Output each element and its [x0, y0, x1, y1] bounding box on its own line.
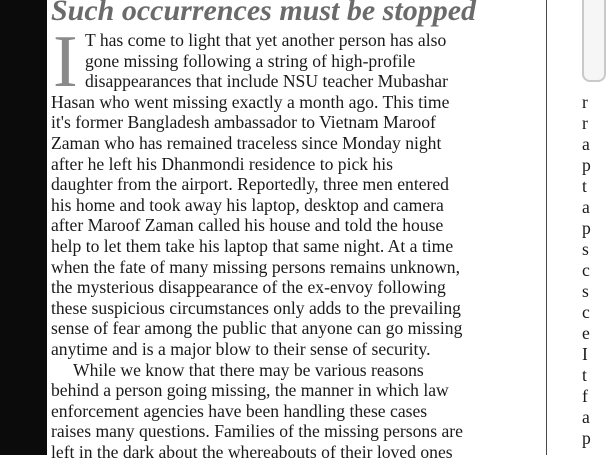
text-line: help to let them take his laptop that same night. At a time: [51, 236, 551, 257]
text-line: enforcement agencies have been handling these cases: [51, 401, 551, 422]
adjacent-column-char: a: [582, 197, 592, 218]
adjacent-column-char: p: [582, 218, 592, 239]
adjacent-column-char: r: [582, 92, 592, 113]
adjacent-column-char: t: [582, 365, 592, 386]
text-line: anytime and is a major blow to their sense of security.: [51, 339, 551, 360]
adjacent-column-char: s: [582, 281, 592, 302]
text-line: While we know that there may be various reasons: [51, 360, 551, 381]
text-line: Zaman who has remained traceless since Monday night: [51, 133, 551, 154]
adjacent-column-char: e: [582, 323, 592, 344]
text-line: sense of fear among the public that anyone can go missing: [51, 318, 551, 339]
adjacent-column-char: a: [582, 407, 592, 428]
adjacent-column-char: p: [582, 428, 592, 449]
text-line: disappearances that include NSU teacher Mubashar: [51, 71, 551, 92]
text-line: when the fate of many missing persons remains unknown,: [51, 257, 551, 278]
left-margin-strip: [0, 0, 47, 455]
adjacent-column: [548, 0, 587, 455]
drop-cap: I: [53, 29, 78, 95]
text-line: left in the dark about the whereabouts of their loved ones: [51, 442, 551, 462]
headline: Such occurrences must be stopped: [51, 0, 551, 28]
text-line: these suspicious circumstances only adds to the prevailing: [51, 298, 551, 319]
text-line: the mysterious disappearance of the ex-envoy following: [51, 277, 551, 298]
article-body: [51, 30, 551, 462]
column-divider: [546, 0, 547, 455]
text-line: daughter from the airport. Reportedly, three men entered: [51, 174, 551, 195]
text-line: his home and took away his laptop, desktop and camera: [51, 195, 551, 216]
text-line: raises many questions. Families of the missing persons are: [51, 421, 551, 442]
text-line: it's former Bangladesh ambassador to Vietnam Maroof: [51, 112, 551, 133]
text-line: T has come to light that yet another person has also: [51, 30, 551, 51]
text-line: after he left his Dhanmondi residence to pick his: [51, 154, 551, 175]
paragraph-1: [51, 30, 551, 360]
adjacent-column-char: r: [582, 113, 592, 134]
adjacent-column-char: f: [582, 386, 592, 407]
adjacent-column-char: a: [582, 134, 592, 155]
text-line: after Maroof Zaman called his house and told the house: [51, 215, 551, 236]
adjacent-column-char: c: [582, 302, 592, 323]
editorial-article: [51, 0, 551, 462]
paragraph-2: [51, 360, 551, 462]
adjacent-column-char: s: [582, 239, 592, 260]
adjacent-column-char: t: [582, 176, 592, 197]
text-line: behind a person going missing, the manner in which law: [51, 380, 551, 401]
adjacent-column-box: [582, 0, 606, 82]
adjacent-column-char: p: [582, 155, 592, 176]
adjacent-column-char: I: [582, 344, 592, 365]
adjacent-column-char: c: [582, 260, 592, 281]
text-line: gone missing following a string of high-profile: [51, 51, 551, 72]
text-line: Hasan who went missing exactly a month ago. This time: [51, 92, 551, 113]
